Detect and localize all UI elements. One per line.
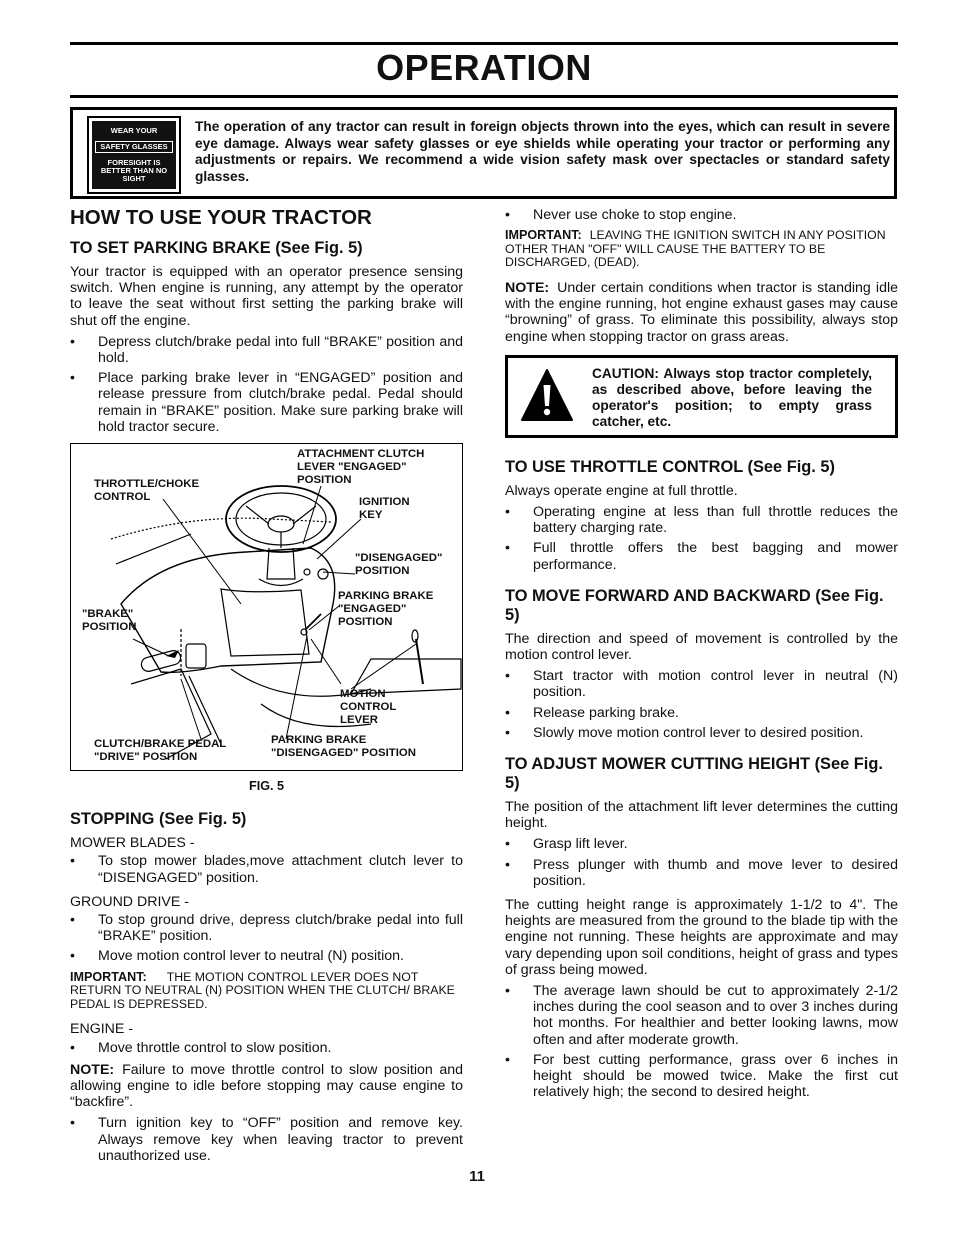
list-item: • Slowly move motion control lever to desired position. [505,725,898,741]
move-intro: The direction and speed of movement is controlled by the motion control lever. [505,630,898,664]
list-item: • Turn ignition key to “OFF” position and remove key. Always remove key when leaving tractor to prevent unauthorized use. [70,1115,463,1164]
move-list [505,668,898,741]
badge-bottom-text: FORESIGHT IS BETTER THAN NO SIGHT [100,158,168,183]
right-column [505,207,898,1104]
cutting-tips-list [505,983,898,1100]
parking-brake-heading: TO SET PARKING BRAKE (See Fig. 5) [70,239,363,257]
list-item: • The average lawn should be cut to approximately 2-1/2 inches during the cool season and to over 3 inches during hot months. For healthier and better looking lawns, mow often and after moderate growth. [505,983,898,1048]
label-disengaged-position: "DISENGAGED" POSITION [355,552,443,578]
badge-middle-text: SAFETY GLASSES [95,141,172,153]
list-item: • Press plunger with thumb and move lever to desired position. [505,857,898,889]
cutting-range-text: The cutting height range is approximately 1-1/2 to 4". The heights are measured from the ground to the blade tip with the engine not running. These heights are approximate and may vary depending upon soil conditions, height of grass and types of grass being mowed. [505,897,898,978]
list-item: • Grasp lift lever. [505,836,898,852]
list-item: • Move motion control lever to neutral (N) position. [70,948,463,964]
ground-drive-label: GROUND DRIVE - [70,893,190,910]
list-item: • Depress clutch/brake pedal into full “BRAKE” position and hold. [70,334,463,366]
list-item: • Never use choke to stop engine. [505,207,898,223]
title-rule-top [70,42,898,45]
parking-brake-list [70,334,463,435]
throttle-intro: Always operate engine at full throttle. [505,482,738,499]
note-label: NOTE: [505,279,550,296]
label-brake-position: "BRAKE" POSITION [82,608,137,634]
choke-list [505,207,898,223]
move-heading: TO MOVE FORWARD AND BACKWARD (See Fig. 5) [505,586,884,624]
list-item: • Move throttle control to slow position. [70,1040,463,1056]
page-title: OPERATION [376,47,592,88]
important-note-motion [70,971,463,1012]
figure-caption: FIG. 5 [249,779,284,794]
engine-label: ENGINE - [70,1021,134,1038]
mower-blades-label: MOWER BLADES - [70,835,195,852]
throttle-list [505,504,898,573]
safety-glasses-badge [87,116,181,194]
label-motion-control-lever: MOTION CONTROL LEVER [340,688,397,727]
backfire-note [70,1062,463,1111]
safety-notice-box [70,107,897,199]
title-rule-bottom [70,95,898,98]
safety-notice-text: The operation of any tractor can result in foreign objects thrown into the eyes, which can result in severe eye damage. Always wear safety glasses or eye shields while operating your tractor or performing any adjustments or repairs. We recommend a wide vision safety mask over spectacles or standard safety glasses. [195,119,890,184]
label-ignition-key: IGNITION KEY [359,496,410,522]
parking-brake-intro: Your tractor is equipped with an operator presence sensing switch. When engine is running, any attempt by the operator to leave the seat without first setting the parking brake will shut off the engine. [70,264,463,329]
figure-5 [70,443,463,771]
caution-text: CAUTION: Always stop tractor completely, as described above, before leaving the operator's position; to empty grass catcher, etc. [592,365,872,429]
label-throttle-choke-control: THROTTLE/CHOKE CONTROL [94,478,200,504]
label-parking-brake-engaged: PARKING BRAKE "ENGAGED" POSITION [338,590,434,629]
mower-blades-list [70,853,463,885]
note-text: Under certain conditions when tractor is standing idle with the engine running, hot engine exhaust gases may cause “browning” of grass. To eliminate this possibility, always stop engine when stopping tractor on grass areas. [505,279,898,345]
note-text: Failure to move throttle control to slow position and allowing engine to idle before stopping may cause engine to “backfire”. [70,1061,463,1111]
list-item: • To stop mower blades,move attachment clutch lever to “DISENGAGED” position. [70,853,463,885]
important-note-ignition [505,229,898,270]
ground-drive-list [70,912,463,965]
list-item: • For best cutting performance, grass over 6 inches in height should be mowed twice. Make the first cut relatively high; the second to desired height. [505,1052,898,1101]
list-item: • To stop ground drive, depress clutch/brake pedal into full “BRAKE” position. [70,912,463,944]
cutting-list [505,836,898,889]
badge-top-text: WEAR YOUR [110,126,158,136]
important-label: IMPORTANT: [70,969,147,984]
warning-triangle-icon [520,368,574,424]
important-text: LEAVING THE IGNITION SWITCH IN ANY POSITION OTHER THAN "OFF" WILL CAUSE THE BATTERY TO BE DISCHARGED, (DEAD). [505,228,886,270]
note-label: NOTE: [70,1061,115,1078]
key-list [70,1115,463,1164]
important-text: THE MOTION CONTROL LEVER DOES NOT RETURN TO NEUTRAL (N) POSITION WHEN THE CLUTCH/ BRAKE PEDAL IS DEPRESSED. [70,969,455,1011]
section-title: HOW TO USE YOUR TRACTOR [70,206,372,229]
list-item: • Release parking brake. [505,705,898,721]
list-item: • Place parking brake lever in “ENGAGED” position and release pressure from clutch/brake pedal. Pedal should remain in “BRAKE” position. Make sure parking brake will hold tractor secure. [70,370,463,435]
stopping-heading: STOPPING (See Fig. 5) [70,810,247,829]
left-column [70,205,463,1168]
page-number: 11 [469,1168,485,1185]
caution-box [505,355,898,438]
label-parking-brake-disengaged: PARKING BRAKE "DISENGAGED" POSITION [271,734,416,760]
cutting-intro: The position of the attachment lift lever determines the cutting height. [505,799,898,832]
list-item: • Full throttle offers the best bagging and mower performance. [505,540,898,572]
important-label: IMPORTANT: [505,228,582,243]
label-clutch-brake-pedal: CLUTCH/BRAKE PEDAL "DRIVE" POSITION [94,738,227,764]
list-item: • Start tractor with motion control lever in neutral (N) position. [505,668,898,700]
throttle-heading: TO USE THROTTLE CONTROL (See Fig. 5) [505,457,835,476]
engine-list [70,1040,463,1056]
list-item: • Operating engine at less than full throttle reduces the battery charging rate. [505,504,898,536]
label-attachment-clutch-lever: ATTACHMENT CLUTCH LEVER "ENGAGED" POSITION [297,448,425,487]
browning-note [505,280,898,345]
cutting-heading: TO ADJUST MOWER CUTTING HEIGHT (See Fig. 5) [505,755,883,793]
